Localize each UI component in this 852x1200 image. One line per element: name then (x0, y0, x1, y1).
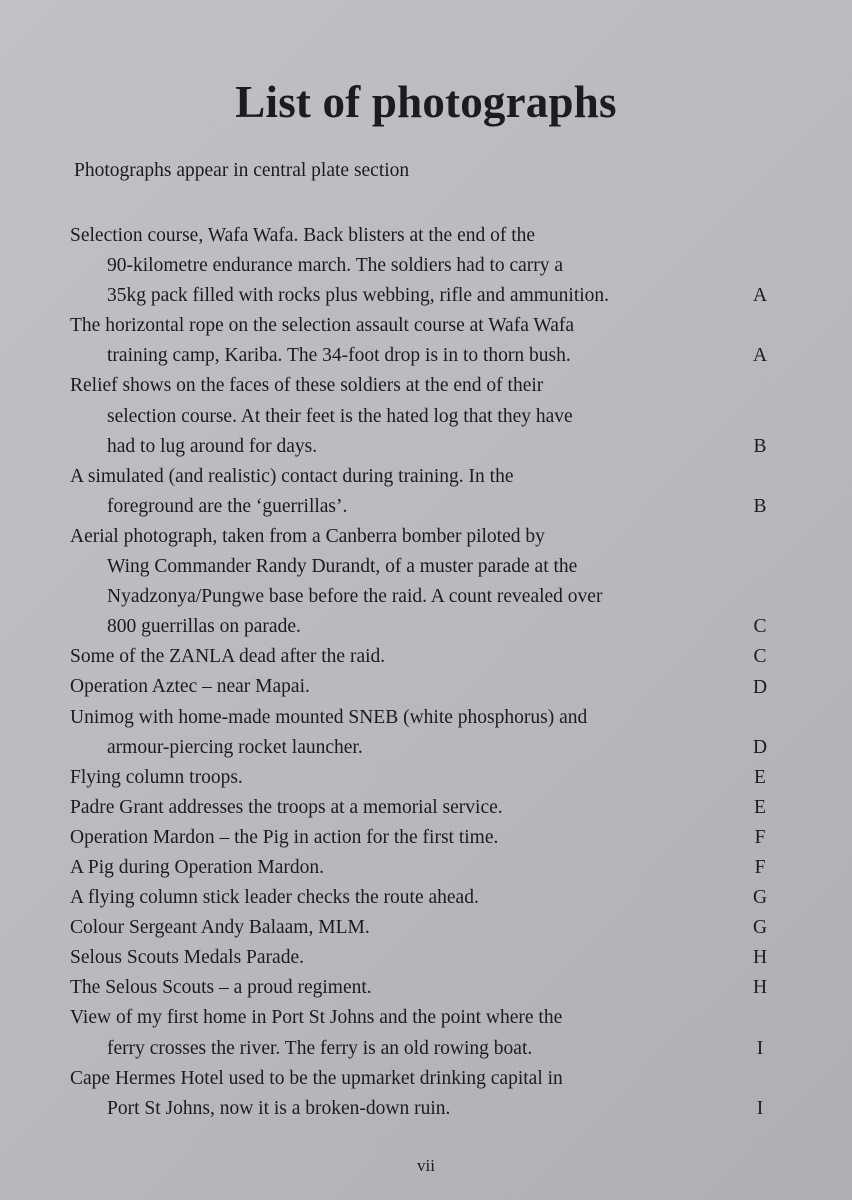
plate-letter: E (754, 796, 766, 818)
entry-line: 90-kilometre endurance march. The soldiers had to carry a (107, 255, 564, 277)
list-item (70, 973, 780, 1003)
plate-letter: C (753, 616, 767, 638)
entry-line: training camp, Kariba. The 34-foot drop is in to thorn bush. (107, 345, 571, 367)
list-item (70, 823, 780, 853)
list-item (70, 1064, 780, 1124)
plate-letter: A (752, 345, 768, 367)
plate-letter: H (752, 977, 768, 999)
entry-line: selection course. At their feet is the hated log that they have (107, 405, 573, 427)
entry-line: Operation Aztec – near Mapai. (70, 676, 310, 698)
page-title: List of photographs (235, 77, 617, 127)
entry-line: Selous Scouts Medals Parade. (70, 947, 304, 969)
entry-line: A flying column stick leader checks the route ahead. (70, 887, 479, 909)
entry-line: A Pig during Operation Mardon. (70, 856, 325, 878)
list-item (70, 371, 780, 461)
list-item (70, 672, 780, 702)
list-item (70, 462, 780, 522)
entry-line: Padre Grant addresses the troops at a memorial service. (70, 796, 503, 818)
entry-line: Wing Commander Randy Durandt, of a muster parade at the (107, 556, 578, 578)
entry-line: Port St Johns, now it is a broken-down ruin. (107, 1097, 451, 1119)
plate-letter: G (752, 917, 768, 939)
list-item (70, 522, 780, 642)
photo-list (70, 221, 780, 1124)
entry-line: armour-piercing rocket launcher. (107, 736, 363, 758)
plate-letter: B (753, 495, 767, 517)
entry-line: The Selous Scouts – a proud regiment. (70, 977, 372, 999)
entry-line: Cape Hermes Hotel used to be the upmarket drinking capital in (70, 1067, 563, 1089)
list-item (70, 703, 780, 763)
entry-line: Colour Sergeant Andy Balaam, MLM. (70, 917, 370, 939)
entry-line: The horizontal rope on the selection assault course at Wafa Wafa (70, 315, 575, 337)
plate-letter: B (753, 435, 767, 457)
page-number: vii (417, 1156, 435, 1175)
plate-letter: H (752, 947, 768, 969)
plate-letter: E (754, 766, 766, 788)
entry-line: Unimog with home-made mounted SNEB (white phosphorus) and (70, 706, 588, 728)
plate-letter: F (754, 857, 766, 879)
plate-letter: D (752, 736, 768, 758)
entry-line: Operation Mardon – the Pig in action for the first time. (70, 826, 499, 848)
entry-line: 800 guerrillas on parade. (107, 616, 301, 638)
entry-line: had to lug around for days. (107, 435, 318, 457)
entry-line: Aerial photograph, taken from a Canberra bomber piloted by (70, 525, 545, 547)
list-item (70, 943, 780, 973)
plate-letter: G (752, 887, 768, 909)
entry-line: Selection course, Wafa Wafa. Back blisters at the end of the (70, 225, 536, 246)
entry-line: View of my first home in Port St Johns and the point where the (70, 1007, 563, 1029)
entry-line: Nyadzonya/Pungwe base before the raid. A count revealed over (107, 586, 603, 608)
list-item (70, 1003, 780, 1063)
entry-line: foreground are the ‘guerrillas’. (107, 495, 348, 517)
plate-letter: F (754, 826, 766, 848)
entry-line: Some of the ZANLA dead after the raid. (70, 646, 386, 668)
list-item (70, 883, 780, 913)
list-item (70, 853, 780, 883)
entry-line: A simulated (and realistic) contact during training. In the (70, 465, 514, 487)
entry-line: ferry crosses the river. The ferry is an old rowing boat. (107, 1037, 533, 1059)
list-item (70, 221, 780, 311)
entry-line: Relief shows on the faces of these soldiers at the end of their (70, 375, 544, 397)
plate-letter: A (752, 285, 768, 307)
plate-letter: I (756, 1037, 764, 1059)
subtitle: Photographs appear in central plate section (74, 160, 410, 181)
list-item (70, 642, 780, 672)
plate-letter: D (752, 676, 768, 698)
list-item (70, 311, 780, 371)
list-item (70, 793, 780, 823)
entry-line: 35kg pack filled with rocks plus webbing, rifle and ammunition. (107, 285, 610, 307)
plate-letter: C (753, 646, 767, 668)
list-item (70, 763, 780, 793)
plate-letter: I (756, 1097, 764, 1119)
list-item (70, 913, 780, 943)
entry-line: Flying column troops. (70, 766, 243, 788)
